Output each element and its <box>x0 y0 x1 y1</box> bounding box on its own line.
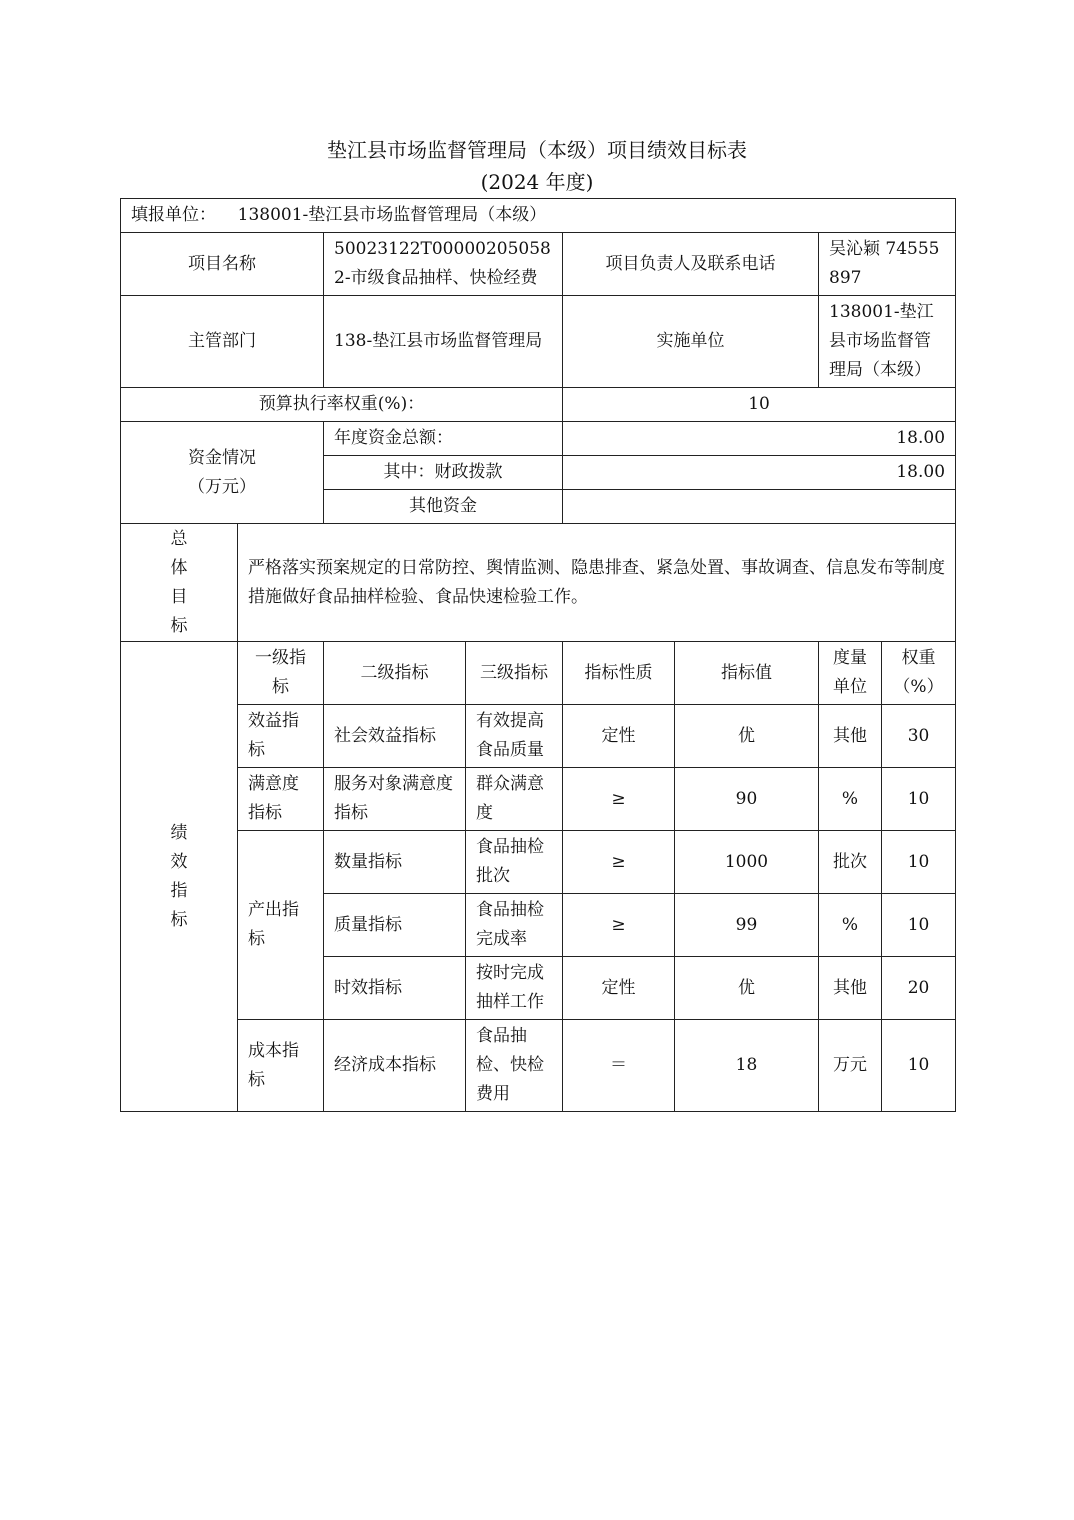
row-unit: 万元 <box>819 1020 882 1112</box>
fill-unit-cell <box>121 199 956 233</box>
funds-fiscal-value: 18.00 <box>563 456 956 490</box>
row-value: 99 <box>675 894 819 957</box>
funds-other-label: 其他资金 <box>324 490 563 524</box>
row-value: 优 <box>675 705 819 768</box>
row-unit: % <box>819 894 882 957</box>
dept-row <box>121 296 956 388</box>
goal-row <box>121 524 956 642</box>
row-nature: ≥ <box>563 831 675 894</box>
budget-rate-row <box>121 388 956 422</box>
funds-total-row <box>121 422 956 456</box>
fill-unit-label: 填报单位： <box>131 205 216 225</box>
goal-label-char: 总 <box>170 528 188 549</box>
goal-label-char: 目 <box>170 586 188 607</box>
project-name-value: 50023122T000002050582-市级食品抽样、快检经费 <box>324 233 563 296</box>
row-weight: 30 <box>882 705 956 768</box>
row-weight: 10 <box>882 831 956 894</box>
row-nature: 定性 <box>563 957 675 1020</box>
perf-label-char: 效 <box>170 851 188 872</box>
budget-rate-value: 10 <box>563 388 956 422</box>
row-unit: 批次 <box>819 831 882 894</box>
row-l2: 服务对象满意度指标 <box>324 768 466 831</box>
row-nature: ＝ <box>563 1020 675 1112</box>
row-l1: 产出指标 <box>238 831 324 1020</box>
funds-label-line1: 资金情况 <box>188 447 256 468</box>
row-l3: 食品抽检批次 <box>466 831 563 894</box>
row-l1: 效益指标 <box>238 705 324 768</box>
budget-rate-label: 预算执行率权重(%)： <box>121 388 563 422</box>
performance-form-table <box>120 198 956 1112</box>
page-subtitle: (2024 年度) <box>480 170 594 194</box>
dept-label: 主管部门 <box>121 296 324 388</box>
row-unit: % <box>819 768 882 831</box>
row-nature: ≥ <box>563 768 675 831</box>
row-nature: 定性 <box>563 705 675 768</box>
row-value: 优 <box>675 957 819 1020</box>
row-l2: 经济成本指标 <box>324 1020 466 1112</box>
project-owner-label: 项目负责人及联系电话 <box>563 233 819 296</box>
dept-value: 138-垫江县市场监督管理局 <box>324 296 563 388</box>
row-weight: 10 <box>882 768 956 831</box>
header-l3: 三级指标 <box>466 642 563 705</box>
row-weight: 10 <box>882 894 956 957</box>
row-l3: 群众满意度 <box>466 768 563 831</box>
row-l3: 有效提高食品质量 <box>466 705 563 768</box>
funds-label <box>121 422 324 524</box>
header-value: 指标值 <box>675 642 819 705</box>
header-unit: 度量单位 <box>819 642 882 705</box>
row-l2: 质量指标 <box>324 894 466 957</box>
funds-total-value: 18.00 <box>563 422 956 456</box>
row-l2: 数量指标 <box>324 831 466 894</box>
row-l3: 食品抽检完成率 <box>466 894 563 957</box>
impl-unit-value: 138001-垫江县市场监督管理局（本级） <box>819 296 956 388</box>
row-unit: 其他 <box>819 705 882 768</box>
fill-unit-value: 138001-垫江县市场监督管理局（本级） <box>237 205 547 225</box>
table-row <box>121 1020 956 1112</box>
row-l2: 时效指标 <box>324 957 466 1020</box>
project-owner-value: 吴沁颖 74555897 <box>819 233 956 296</box>
row-value: 1000 <box>675 831 819 894</box>
perf-label <box>121 642 238 1112</box>
row-weight: 10 <box>882 1020 956 1112</box>
row-nature: ≥ <box>563 894 675 957</box>
row-weight: 20 <box>882 957 956 1020</box>
page-title: 垫江县市场监督管理局（本级）项目绩效目标表 <box>327 138 747 162</box>
perf-header-row <box>121 642 956 705</box>
row-l2: 社会效益指标 <box>324 705 466 768</box>
funds-total-label: 年度资金总额： <box>324 422 563 456</box>
header-weight: 权重（%） <box>882 642 956 705</box>
perf-label-char: 绩 <box>170 822 188 843</box>
impl-unit-label: 实施单位 <box>563 296 819 388</box>
table-row <box>121 831 956 894</box>
funds-other-value <box>563 490 956 524</box>
perf-label-char: 指 <box>170 880 188 901</box>
row-l1: 满意度指标 <box>238 768 324 831</box>
table-row <box>121 705 956 768</box>
funds-fiscal-label: 其中：财政拨款 <box>324 456 563 490</box>
perf-label-char: 标 <box>170 909 188 930</box>
row-l3: 按时完成抽样工作 <box>466 957 563 1020</box>
goal-label-char: 标 <box>170 615 188 636</box>
header-nature: 指标性质 <box>563 642 675 705</box>
header-l2: 二级指标 <box>324 642 466 705</box>
row-value: 90 <box>675 768 819 831</box>
table-row <box>121 768 956 831</box>
goal-label <box>121 524 238 642</box>
project-name-row <box>121 233 956 296</box>
fill-unit-row <box>121 199 956 233</box>
row-l1: 成本指标 <box>238 1020 324 1112</box>
row-l3: 食品抽检、快检费用 <box>466 1020 563 1112</box>
goal-text: 严格落实预案规定的日常防控、舆情监测、隐患排查、紧急处置、事故调查、信息发布等制度措施做好食品抽样检验、食品快速检验工作。 <box>238 524 956 642</box>
row-unit: 其他 <box>819 957 882 1020</box>
project-name-label: 项目名称 <box>121 233 324 296</box>
header-l1: 一级指标 <box>238 642 324 705</box>
funds-label-line2: （万元） <box>188 476 256 497</box>
goal-label-char: 体 <box>170 557 188 578</box>
row-value: 18 <box>675 1020 819 1112</box>
